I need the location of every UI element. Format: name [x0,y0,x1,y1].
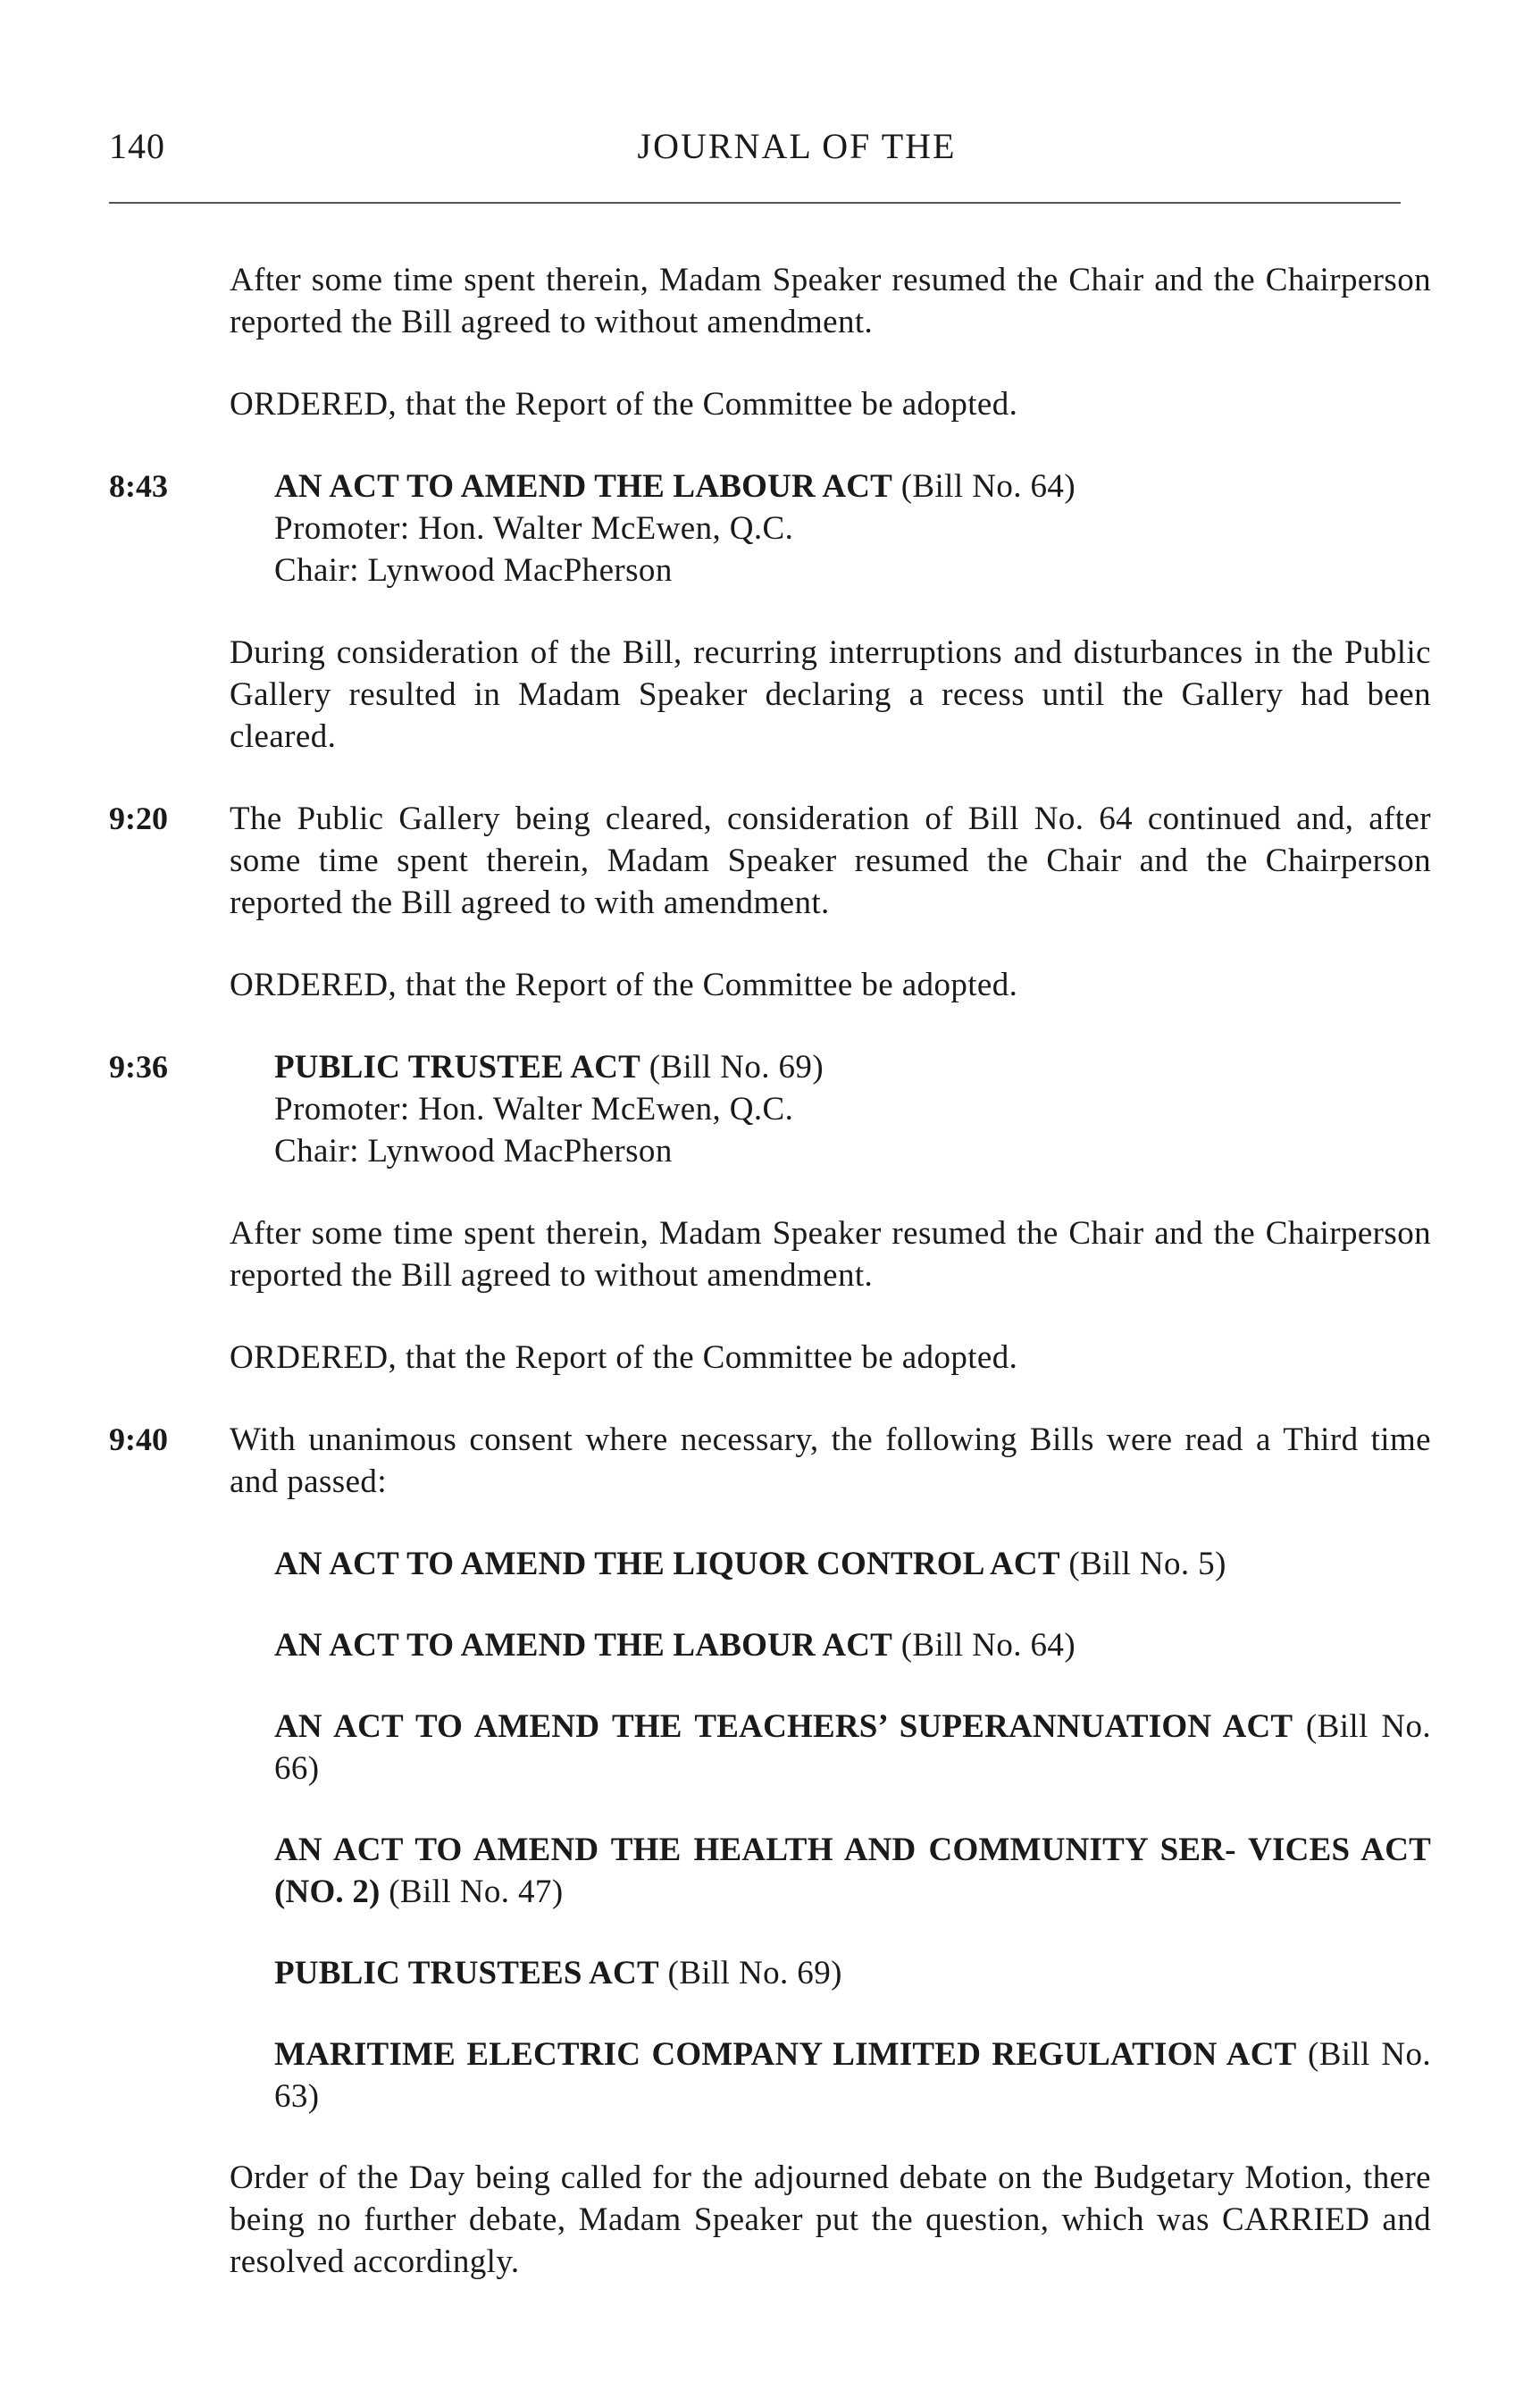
bill-heading [274,1624,1431,1666]
bill-number: (Bill No. 5) [1068,1546,1226,1582]
entry-9-20 [109,798,1431,924]
bill-number: (Bill No. 66) [274,1708,1431,1787]
bill-title: AN ACT TO AMEND THE LABOUR ACT [274,468,893,505]
third-reading-bill-6 [109,2033,1431,2117]
paragraph-text: Order of the Day being called for the adjourned debate on the Budgetary Motion, there being no further debate, Madam Speaker put the question, which was CARRIED and resolved accordingly. [230,2159,1431,2280]
third-reading-bill-5 [109,1952,1431,1994]
bill-heading [274,2033,1431,2117]
running-head: JOURNAL OF THE [637,126,957,166]
entry-text: The Public Gallery being cleared, consideration of Bill No. 64 continued and, after some time spent therein, Madam Speaker resumed the Chair and the Chairperson reported the Bill agreed to with amendment. [230,801,1431,921]
bill-title: MARITIME ELECTRIC COMPANY LIMITED REGULATION ACT [274,2036,1297,2073]
entry-time: 9:36 [109,1049,168,1085]
bill-title: AN ACT TO AMEND THE TEACHERS’ SUPERANNUATION ACT [274,1708,1293,1745]
bill-heading [274,1706,1431,1790]
bill-title: AN ACT TO AMEND THE LIQUOR CONTROL ACT [274,1546,1060,1582]
bill-heading [274,1543,1431,1585]
entry-8-43 [109,465,1431,591]
bill-number: (Bill No. 63) [274,2036,1431,2115]
bill-promoter: Promoter: Hon. Walter McEwen, Q.C. [274,1091,794,1128]
bill-number: (Bill No. 47) [389,1874,564,1910]
entry-time: 9:40 [109,1421,168,1457]
ordered-text: ORDERED, that the Report of the Committee be adopted. [230,386,1018,423]
bill-title: PUBLIC TRUSTEES ACT [274,1955,659,1991]
paragraph-text: After some time spent therein, Madam Speaker resumed the Chair and the Chairperson reported the Bill agreed to without amendment. [230,1215,1431,1294]
bill-number: (Bill No. 64) [900,468,1076,505]
bill-promoter: Promoter: Hon. Walter McEwen, Q.C. [274,510,794,547]
entry-9-36 [109,1046,1431,1172]
bill-heading [274,1952,1431,1994]
entry-time: 9:20 [109,801,168,836]
page-number: 140 [109,126,165,166]
ordered-text: ORDERED, that the Report of the Committee be adopted. [230,967,1018,1003]
bill-number: (Bill No. 69) [667,1955,842,1991]
bill-title: AN ACT TO AMEND THE HEALTH AND COMMUNITY SER- VICES ACT (NO. 2) [274,1832,1431,1910]
ordered-text: ORDERED, that the Report of the Committee be adopted. [230,1339,1018,1376]
bill-number: (Bill No. 69) [649,1049,824,1086]
ordered-2 [109,964,1431,1006]
paragraph-text: During consideration of the Bill, recurring interruptions and disturbances in the Public Gallery resulted in Madam Speaker declaring a recess until the Gallery had been cleared. [230,634,1431,755]
ordered-3 [109,1337,1431,1379]
header-rule [109,202,1401,204]
third-reading-bill-3 [109,1706,1431,1790]
bill-heading [274,1046,1431,1088]
third-reading-bill-4 [109,1829,1431,1913]
bill-number: (Bill No. 64) [900,1627,1076,1664]
journal-content [109,259,1431,2283]
entry-text: With unanimous consent where necessary, the following Bills were read a Third time and passed: [230,1421,1431,1500]
paragraph-text: After some time spent therein, Madam Speaker resumed the Chair and the Chairperson reported the Bill agreed to without amendment. [230,262,1431,340]
bill-chair: Chair: Lynwood MacPherson [274,552,673,589]
ordered-1 [109,383,1431,425]
third-reading-bill-1 [109,1543,1431,1585]
entry-time: 8:43 [109,468,168,504]
entry-9-40 [109,1419,1431,1503]
paragraph-recess [109,632,1431,758]
bill-title: AN ACT TO AMEND THE LABOUR ACT [274,1627,893,1664]
paragraph-budgetary-motion [109,2157,1431,2283]
paragraph-committee-report-2 [109,1212,1431,1296]
bill-heading [274,465,1431,507]
paragraph-committee-report-1 [109,259,1431,343]
bill-chair: Chair: Lynwood MacPherson [274,1133,673,1170]
bill-title: PUBLIC TRUSTEE ACT [274,1049,641,1086]
bill-heading [274,1829,1431,1913]
third-reading-bill-2 [109,1624,1431,1666]
